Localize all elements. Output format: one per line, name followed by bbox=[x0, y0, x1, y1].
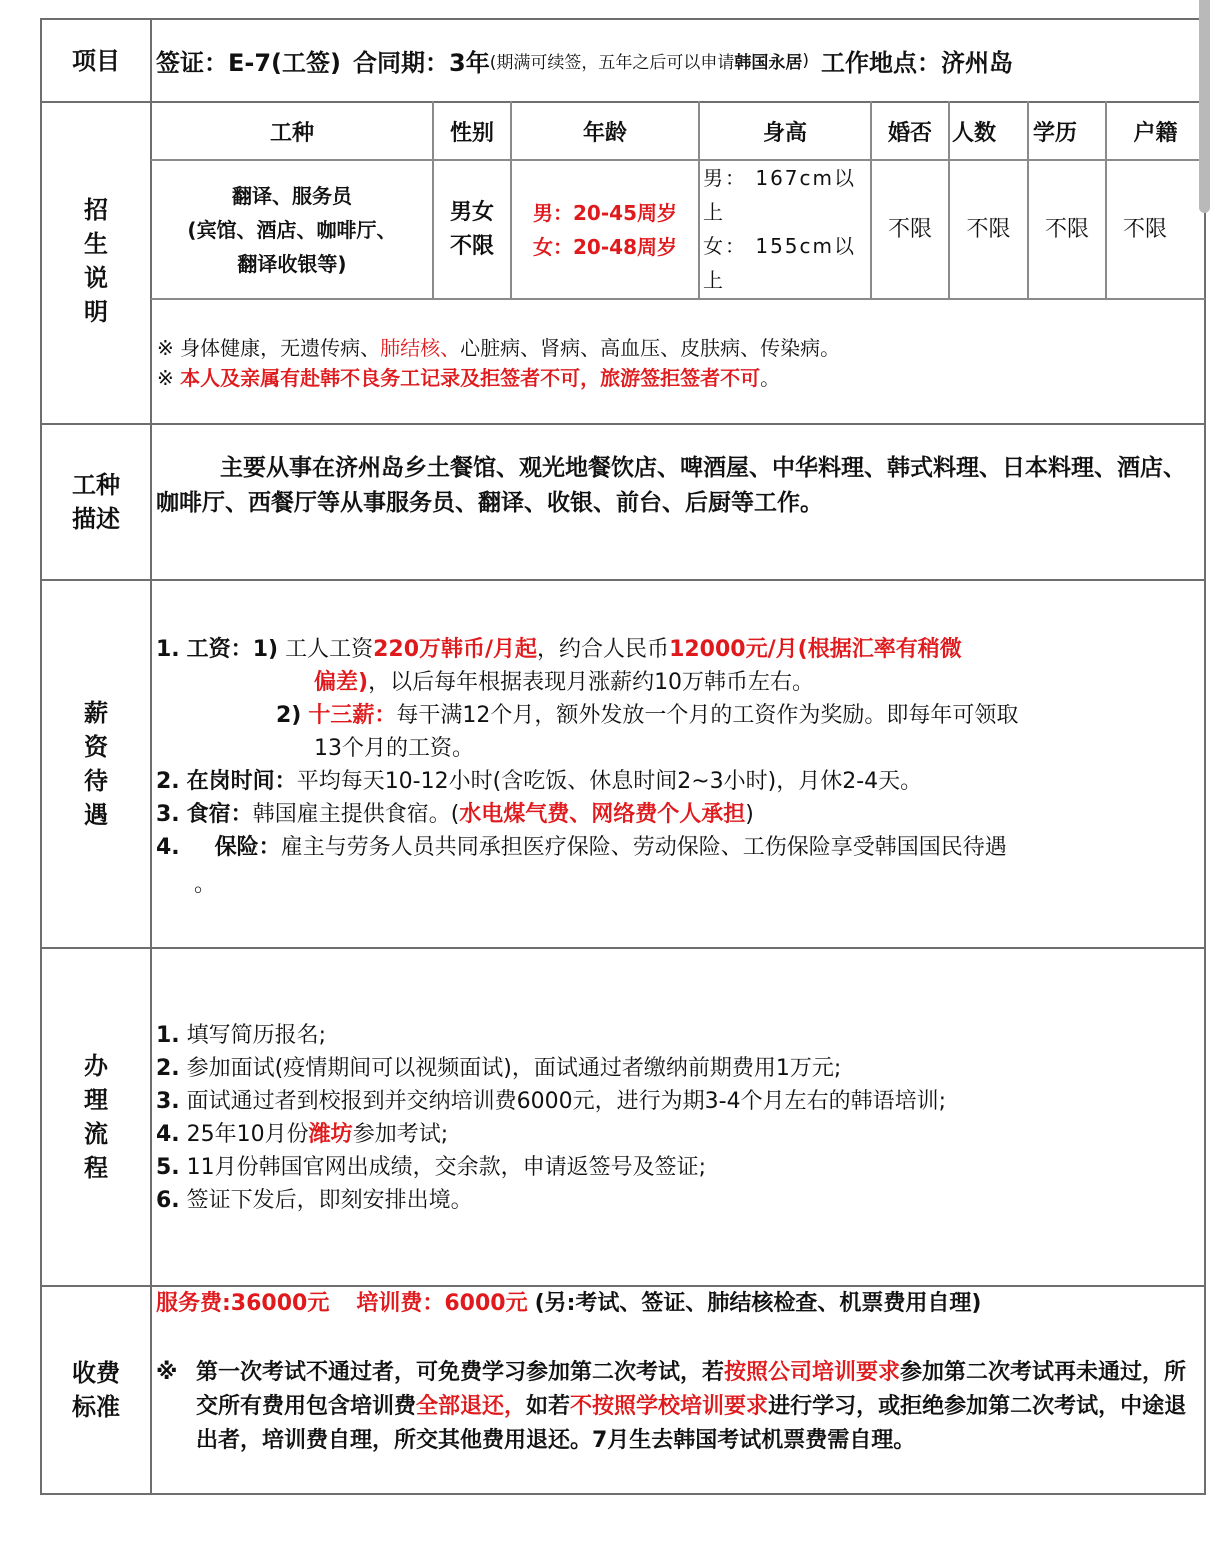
row-divider bbox=[41, 423, 1206, 425]
fees-summary bbox=[156, 1288, 1202, 1320]
process-step bbox=[156, 1118, 1202, 1151]
step-text: 参加面试(疫情期间可以视频面试)，面试通过者缴纳前期费用1万元; bbox=[186, 1056, 842, 1081]
header-headcount: 人数 bbox=[952, 120, 997, 146]
label-char: 待 bbox=[84, 767, 108, 795]
cell-household: 不限 bbox=[1122, 216, 1167, 242]
sub-num: 2) bbox=[276, 703, 302, 728]
header-age: 年龄 bbox=[582, 120, 627, 146]
process-steps bbox=[156, 1019, 1202, 1217]
subtable-divider bbox=[151, 298, 1205, 300]
row-label-process bbox=[41, 949, 151, 1285]
header-marital: 婚否 bbox=[887, 120, 932, 146]
step-text: 面试通过者到校报到并交纳培训费6000元，进行为期3-4个月左右的韩语培训; bbox=[186, 1089, 947, 1114]
header-gender: 性别 bbox=[449, 120, 494, 146]
training-fee: 培训费：6000元 bbox=[356, 1291, 528, 1316]
note-red: 肺结核、 bbox=[380, 336, 461, 360]
job-description-text: 主要从事在济州岛乡土餐馆、观光地餐饮店、啤酒屋、中华料理、韩式料理、日本料理、酒店、咖啡厅、西餐厅等从事服务员、翻译、收银、前台、后厨等工作。 bbox=[156, 455, 1186, 516]
policy-red: 不按照学校培训要求 bbox=[570, 1394, 769, 1419]
header-household: 户籍 bbox=[1133, 120, 1178, 146]
salary-content bbox=[156, 633, 1202, 901]
header-job-type: 工种 bbox=[269, 120, 314, 146]
cell-height bbox=[703, 161, 871, 298]
wage-text: 工人工资 bbox=[285, 637, 374, 662]
step-num: 1. bbox=[156, 1023, 180, 1048]
row-divider bbox=[41, 579, 1206, 581]
cell-headcount: 不限 bbox=[966, 216, 1011, 242]
cell-gender bbox=[434, 161, 510, 298]
gender-line: 不限 bbox=[449, 233, 494, 259]
step-num: 5. bbox=[156, 1155, 180, 1180]
visa-contract-line bbox=[156, 20, 1201, 101]
step-text: 参加考试; bbox=[352, 1122, 449, 1147]
contract-label: 合同期： bbox=[353, 49, 449, 77]
label-text: 项目 bbox=[72, 46, 120, 75]
cell-education: 不限 bbox=[1044, 216, 1089, 242]
step-num: 2. bbox=[156, 1056, 180, 1081]
thirteenth-text: 13个月的工资。 bbox=[314, 736, 474, 761]
label-char: 生 bbox=[84, 230, 108, 258]
thirteenth-text: 每干满12个月，额外发放一个月的工资作为奖励。即每年可领取 bbox=[396, 703, 1019, 728]
wage-text: ，约合人民币 bbox=[537, 637, 670, 662]
recruitment-notes bbox=[157, 333, 1197, 393]
process-step bbox=[156, 1052, 1202, 1085]
policy-text bbox=[196, 1356, 1202, 1458]
salary-item-insurance bbox=[156, 831, 1202, 864]
item-title: 在岗时间： bbox=[186, 769, 297, 794]
label-char: 明 bbox=[84, 298, 108, 326]
height-line: 女： 155cm以 bbox=[703, 234, 857, 258]
item-text: ) bbox=[745, 802, 754, 827]
label-line: 收费 bbox=[72, 1359, 120, 1387]
step-num: 6. bbox=[156, 1188, 180, 1213]
step-text: 填写简历报名; bbox=[186, 1023, 327, 1048]
note-health bbox=[157, 333, 1197, 363]
item-text: 。 bbox=[194, 872, 217, 897]
item-title: 食宿： bbox=[186, 802, 253, 827]
row-label-salary bbox=[41, 581, 151, 947]
cell-age bbox=[512, 161, 698, 298]
salary-wage-cont bbox=[156, 666, 1202, 699]
thirteenth-label: 十三薪： bbox=[308, 703, 397, 728]
label-char: 理 bbox=[84, 1086, 108, 1114]
label-char: 资 bbox=[84, 733, 108, 761]
policy-red: 按照公司培训要求 bbox=[724, 1360, 901, 1385]
row-divider bbox=[41, 1493, 1206, 1495]
item-num: 2. bbox=[156, 769, 180, 794]
label-line: 描述 bbox=[72, 505, 120, 533]
salary-item-wage bbox=[156, 633, 1202, 666]
policy-red: 全部退还， bbox=[416, 1394, 527, 1419]
note-red: 本人及亲属有赴韩不良务工记录及拒签者不可，旅游签拒签者不可 bbox=[180, 366, 761, 390]
label-line: 工种 bbox=[72, 471, 120, 499]
scrollbar-thumb[interactable] bbox=[1199, 0, 1210, 213]
process-step bbox=[156, 1019, 1202, 1052]
item-title: 保险： bbox=[214, 835, 281, 860]
policy-text-part: 第一次考试不通过者，可免费学习参加第二次考试，若 bbox=[196, 1360, 725, 1385]
policy-mark: ※ bbox=[156, 1360, 178, 1385]
job-type-line: 翻译、服务员 bbox=[232, 183, 352, 208]
header-height: 身高 bbox=[762, 120, 807, 146]
header-education: 学历 bbox=[1033, 120, 1078, 146]
wage-krw: 220万韩币/月起 bbox=[373, 637, 538, 662]
contract-note-end: ) bbox=[802, 50, 809, 71]
service-fee: 服务费:36000元 bbox=[156, 1291, 330, 1316]
step-text: 11月份韩国官网出成绩，交余款，申请返签号及签证; bbox=[186, 1155, 707, 1180]
fees-policy bbox=[156, 1356, 1202, 1458]
step-location: 潍坊 bbox=[308, 1122, 353, 1147]
note-mark: ※ bbox=[157, 366, 181, 390]
step-num: 4. bbox=[156, 1122, 180, 1147]
contract-note-bold: 韩国永居 bbox=[734, 53, 803, 73]
height-line: 上 bbox=[703, 200, 725, 224]
salary-thirteenth bbox=[156, 699, 1202, 732]
contract-note: (期满可续签，五年之后可以申请 bbox=[489, 53, 735, 73]
step-num: 3. bbox=[156, 1089, 180, 1114]
note-record bbox=[157, 363, 1197, 393]
label-char: 说 bbox=[84, 264, 108, 292]
item-text: 韩国雇主提供食宿。( bbox=[252, 802, 460, 827]
label-char: 招 bbox=[84, 196, 108, 224]
gender-line: 男女 bbox=[449, 199, 494, 225]
item-num: 1. bbox=[156, 637, 180, 662]
scrollbar-track[interactable] bbox=[1199, 0, 1210, 1545]
contract-value: 3年 bbox=[449, 49, 490, 77]
item-red: 水电煤气费、网络费个人承担 bbox=[459, 802, 746, 827]
sub-num: 1) bbox=[252, 637, 279, 662]
salary-item-hours bbox=[156, 765, 1202, 798]
note-text: 心脏病、肾病、高血压、皮肤病、传染病。 bbox=[460, 336, 841, 360]
wage-red: 偏差) bbox=[314, 670, 369, 695]
extra-fee-note: (另:考试、签证、肺结核检查、机票费用自理) bbox=[534, 1291, 982, 1316]
step-text: 签证下发后，即刻安排出境。 bbox=[186, 1188, 473, 1213]
height-line: 上 bbox=[703, 268, 725, 292]
row-label-item bbox=[41, 20, 151, 101]
policy-text-part: 参加第二次考试再未通过，所交所有费用包含培训费 bbox=[196, 1360, 1187, 1419]
job-type-line: 翻译收银等) bbox=[237, 251, 347, 276]
item-title: 工资： bbox=[186, 637, 253, 662]
salary-item-lodging bbox=[156, 798, 1202, 831]
age-male: 男：20-45周岁 bbox=[533, 200, 677, 225]
cell-marital: 不限 bbox=[887, 216, 932, 242]
visa-label: 签证： bbox=[156, 49, 228, 77]
job-type-line: (宾馆、酒店、咖啡厅、 bbox=[187, 217, 397, 242]
wage-rmb: 12000元/月(根据汇率有稍微 bbox=[669, 637, 962, 662]
label-char: 遇 bbox=[84, 801, 108, 829]
label-line: 标准 bbox=[72, 1393, 120, 1421]
age-female: 女：20-48周岁 bbox=[533, 234, 677, 259]
cell-job-type bbox=[152, 161, 432, 298]
item-num: 3. bbox=[156, 802, 180, 827]
item-text: 雇主与劳务人员共同承担医疗保险、劳动保险、工伤保险享受韩国国民待遇 bbox=[280, 835, 1007, 860]
row-label-fees bbox=[41, 1287, 151, 1493]
location-label: 工作地点： bbox=[820, 49, 941, 77]
height-line: 男： 167cm以 bbox=[703, 166, 857, 190]
item-text: 平均每天10-12小时(含吃饭、休息时间2~3小时)，月休2-4天。 bbox=[296, 769, 923, 794]
policy-text-part: 进行学习，或拒绝参加第二次考试，中途退出者，培训费自理，所交其他费用退还。7月生去韩国考试机票费需自理。 bbox=[196, 1394, 1187, 1453]
location-value: 济州岛 bbox=[940, 49, 1013, 77]
process-step bbox=[156, 1184, 1202, 1217]
note-text: 。 bbox=[760, 366, 781, 390]
process-step bbox=[156, 1151, 1202, 1184]
label-char: 程 bbox=[84, 1154, 108, 1182]
wage-text: ，以后每年根据表现月涨薪约10万韩币左右。 bbox=[368, 670, 815, 695]
policy-text-part: 如若 bbox=[526, 1394, 571, 1419]
visa-value: E-7(工签) bbox=[228, 49, 341, 77]
label-char: 流 bbox=[84, 1120, 108, 1148]
row-label-job-description bbox=[41, 425, 151, 579]
step-text: 25年10月份 bbox=[186, 1122, 309, 1147]
label-char: 办 bbox=[84, 1052, 108, 1080]
item-num: 4. bbox=[156, 835, 180, 860]
process-step bbox=[156, 1085, 1202, 1118]
label-char: 薪 bbox=[84, 699, 108, 727]
row-divider bbox=[41, 947, 1206, 949]
row-divider bbox=[41, 1285, 1206, 1287]
note-text: ※ 身体健康，无遗传病、 bbox=[157, 336, 381, 360]
